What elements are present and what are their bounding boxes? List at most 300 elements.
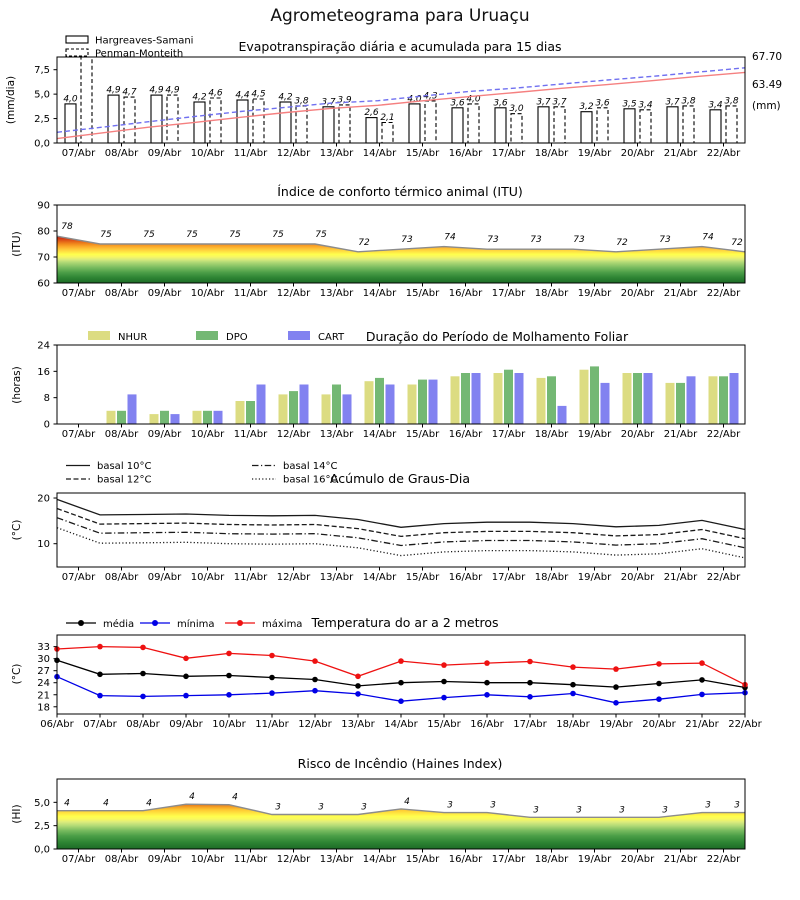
data-point (527, 659, 533, 665)
x-tick-label: 22/Abr (706, 572, 741, 583)
bar (601, 383, 610, 424)
bar (623, 373, 632, 424)
bar (323, 107, 334, 143)
x-tick-label: 17/Abr (491, 572, 526, 583)
y-tick-label: 90 (37, 200, 50, 212)
y-axis-label: (horas) (11, 366, 23, 404)
bar (687, 376, 696, 424)
bar (633, 373, 642, 424)
y-tick-label: 8 (43, 393, 50, 405)
point-value-label: 75 (143, 230, 155, 240)
x-tick-label: 15/Abr (405, 429, 440, 440)
bar (246, 401, 255, 424)
bar (640, 110, 651, 143)
bar (472, 373, 481, 424)
x-tick-label: 13/Abr (341, 719, 375, 730)
x-tick-label: 13/Abr (319, 288, 354, 299)
chart-evapotranspiration (5, 36, 782, 160)
series-dpo (117, 366, 728, 424)
x-tick-label: 19/Abr (577, 854, 612, 865)
series-nhur (107, 370, 718, 424)
y-axis-label: (ITU) (11, 231, 23, 257)
legend-marker (152, 620, 158, 626)
bar (709, 376, 718, 424)
x-tick-label: 21/Abr (663, 854, 698, 865)
bar (193, 411, 202, 424)
legend-swatch (288, 331, 310, 340)
data-line (57, 509, 745, 539)
data-point (312, 658, 318, 664)
data-point (570, 682, 576, 688)
y-axis-label: (HI) (11, 804, 23, 824)
bar (128, 394, 137, 424)
bar (683, 106, 694, 143)
data-point (140, 671, 146, 677)
x-tick-label: 14/Abr (362, 572, 397, 583)
chart-haines (11, 756, 745, 865)
data-point (226, 692, 232, 698)
bar (719, 376, 728, 424)
y-tick-label: 0 (43, 419, 50, 431)
x-tick-label: 12/Abr (276, 572, 311, 583)
x-tick-label: 16/Abr (448, 429, 483, 440)
point-value-label: 4 (232, 792, 238, 803)
legend-swatch (66, 36, 88, 43)
bar-value-label: 4,4 (235, 90, 250, 101)
x-tick-label: 15/Abr (427, 719, 461, 730)
x-tick-label: 14/Abr (362, 288, 397, 299)
bar-value-label: 4,9 (165, 85, 180, 96)
x-tick-label: 18/Abr (534, 854, 569, 865)
legend-label: basal 10°C (97, 461, 152, 472)
x-tick-label: 21/Abr (685, 719, 719, 730)
x-tick-label: 09/Abr (147, 854, 182, 865)
bar (279, 394, 288, 424)
data-point (312, 688, 318, 694)
data-point (269, 675, 275, 681)
x-tick-label: 08/Abr (104, 572, 139, 583)
point-value-label: 75 (229, 230, 241, 240)
point-value-label: 72 (358, 237, 370, 248)
x-tick-label: 10/Abr (190, 148, 225, 159)
x-tick-label: 11/Abr (233, 288, 268, 299)
legend-label: máxima (262, 619, 303, 630)
x-tick-label: 20/Abr (620, 854, 655, 865)
y-tick-label: 5,0 (34, 89, 50, 101)
x-tick-label: 18/Abr (534, 288, 569, 299)
bar (726, 106, 737, 143)
legend-label: Hargreaves-Samani (95, 35, 194, 47)
x-tick-label: 13/Abr (319, 854, 354, 865)
x-tick-label: 10/Abr (212, 719, 246, 730)
data-point (97, 644, 103, 650)
legend-label: Penman-Monteith (95, 48, 184, 60)
x-tick-label: 21/Abr (663, 148, 698, 159)
x-tick-label: 07/Abr (61, 854, 96, 865)
x-tick-label: 17/Abr (491, 148, 526, 159)
bar-value-label: 3,6 (493, 98, 508, 109)
bar (237, 100, 248, 143)
x-tick-label: 19/Abr (577, 429, 612, 440)
x-tick-label: 07/Abr (61, 572, 96, 583)
x-tick-label: 14/Abr (362, 854, 397, 865)
series-basal 14°C (57, 518, 745, 548)
data-point (355, 674, 361, 680)
bar (515, 373, 524, 424)
point-value-label: 73 (659, 235, 671, 246)
bar (382, 123, 393, 144)
chart-molhamento-foliar (11, 329, 745, 440)
bar (322, 394, 331, 424)
x-tick-label: 21/Abr (663, 288, 698, 299)
x-tick-label: 11/Abr (233, 429, 268, 440)
x-tick-label: 19/Abr (577, 148, 612, 159)
x-tick-label: 18/Abr (556, 719, 590, 730)
bar (597, 108, 608, 143)
data-point (570, 691, 576, 697)
bar-value-label: 2,1 (380, 112, 395, 123)
x-tick-label: 08/Abr (104, 288, 139, 299)
chart-temperatura (11, 615, 763, 730)
x-tick-label: 18/Abr (534, 148, 569, 159)
bar (124, 97, 135, 143)
data-point (269, 653, 275, 659)
point-value-label: 3 (662, 805, 668, 816)
data-point (699, 660, 705, 666)
data-point (140, 645, 146, 651)
x-tick-label: 09/Abr (147, 572, 182, 583)
bar-value-label: 3,7 (665, 97, 680, 108)
data-point (355, 691, 361, 697)
y-tick-label: 30 (37, 654, 50, 666)
y-tick-label: 80 (37, 226, 50, 238)
chart-title-graus-dia: Acúmulo de Graus-Dia (329, 471, 471, 486)
x-tick-label: 17/Abr (513, 719, 547, 730)
legend-marker (237, 620, 243, 626)
bar-value-label: 3,4 (638, 100, 653, 111)
data-point (527, 694, 533, 700)
point-value-label: 3 (619, 805, 625, 816)
data-point (484, 660, 490, 666)
data-point (355, 683, 361, 689)
x-tick-label: 13/Abr (319, 148, 354, 159)
bar (624, 109, 635, 143)
point-value-label: 73 (487, 235, 499, 246)
y-tick-label: 2,5 (34, 821, 50, 833)
legend-swatch (66, 49, 88, 56)
cumulative-total-label: 67.70 (752, 51, 783, 63)
y-axis-label: (°C) (11, 519, 23, 541)
y-tick-label: 7,5 (34, 65, 50, 77)
bar (366, 118, 377, 143)
bar (171, 414, 180, 424)
x-tick-label: 14/Abr (384, 719, 418, 730)
data-point (183, 693, 189, 699)
chart-title-itu: Índice de conforto térmico animal (ITU) (277, 184, 523, 199)
bar-value-label: 4,5 (251, 89, 266, 100)
legend-label: média (103, 619, 135, 630)
x-tick-label: 19/Abr (577, 288, 612, 299)
legend-label: CART (318, 332, 345, 343)
bar (504, 370, 513, 424)
point-value-label: 4 (103, 798, 109, 809)
data-point (140, 694, 146, 700)
bar (408, 385, 417, 425)
chart-title-temperatura: Temperatura do ar a 2 metros (311, 615, 499, 630)
x-tick-label: 06/Abr (40, 719, 74, 730)
bar (236, 401, 245, 424)
chart-title-evapotranspiration: Evapotranspiração diária e acumulada para 15 dias (238, 39, 562, 54)
x-tick-label: 17/Abr (491, 429, 526, 440)
x-tick-label: 22/Abr (706, 854, 741, 865)
data-point (269, 690, 275, 696)
x-tick-label: 09/Abr (147, 288, 182, 299)
point-value-label: 75 (100, 230, 112, 240)
legend-swatch (88, 331, 110, 340)
x-tick-label: 12/Abr (276, 288, 311, 299)
x-tick-label: 12/Abr (276, 148, 311, 159)
point-value-label: 3 (361, 802, 367, 813)
bar (203, 411, 212, 424)
x-tick-label: 12/Abr (276, 429, 311, 440)
x-tick-label: 22/Abr (706, 429, 741, 440)
bar (511, 114, 522, 143)
bar-value-label: 3,4 (708, 100, 723, 111)
bar (451, 376, 460, 424)
bar (160, 411, 169, 424)
data-point (226, 673, 232, 679)
bar (710, 110, 721, 143)
area-fill (57, 804, 745, 849)
bar (151, 95, 162, 143)
data-point (613, 666, 619, 672)
data-point (613, 700, 619, 706)
bar-value-label: 4,9 (149, 85, 164, 96)
legend-label: DPO (226, 332, 248, 343)
y-tick-label: 10 (37, 539, 50, 551)
bar (253, 99, 264, 143)
bar (418, 380, 427, 424)
x-tick-label: 20/Abr (620, 429, 655, 440)
data-point (441, 679, 447, 685)
x-tick-label: 13/Abr (319, 572, 354, 583)
x-tick-label: 11/Abr (233, 572, 268, 583)
bar (554, 107, 565, 143)
bar (300, 385, 309, 425)
y-tick-label: 70 (37, 252, 50, 264)
y-tick-label: 5,0 (34, 797, 50, 809)
bar (150, 414, 159, 424)
data-point (613, 684, 619, 690)
x-tick-label: 21/Abr (663, 572, 698, 583)
y-tick-label: 18 (37, 702, 50, 714)
y-tick-label: 27 (37, 666, 50, 678)
bar (365, 381, 374, 424)
bar (339, 105, 350, 143)
bar (730, 373, 739, 424)
data-point (97, 672, 103, 678)
y-tick-label: 24 (37, 678, 50, 690)
data-point (656, 661, 662, 667)
x-tick-label: 11/Abr (233, 854, 268, 865)
bar-value-label: 3,5 (622, 99, 637, 110)
point-value-label: 73 (401, 235, 413, 246)
y-tick-label: 20 (37, 493, 50, 505)
x-tick-label: 07/Abr (61, 429, 96, 440)
bar-value-label: 4,0 (407, 94, 422, 105)
x-tick-label: 11/Abr (233, 148, 268, 159)
chart-graus-dia (11, 461, 745, 583)
legend-label: basal 14°C (283, 461, 338, 472)
x-tick-label: 15/Abr (405, 572, 440, 583)
x-tick-label: 18/Abr (534, 572, 569, 583)
bar (108, 95, 119, 143)
x-tick-label: 15/Abr (405, 288, 440, 299)
point-value-label: 75 (272, 230, 284, 240)
bar (547, 376, 556, 424)
x-tick-label: 12/Abr (276, 854, 311, 865)
bar (494, 373, 503, 424)
bar-value-label: 3,8 (681, 96, 696, 107)
x-tick-label: 10/Abr (190, 854, 225, 865)
data-point (570, 664, 576, 670)
data-line (57, 647, 745, 685)
data-point (484, 692, 490, 698)
series-mínima (54, 674, 748, 706)
x-tick-label: 16/Abr (448, 288, 483, 299)
point-value-label: 75 (315, 230, 327, 240)
data-point (312, 677, 318, 683)
chart-title-haines: Risco de Incêndio (Haines Index) (297, 756, 503, 771)
x-tick-label: 10/Abr (190, 288, 225, 299)
bar (409, 104, 420, 143)
bar (107, 411, 116, 424)
x-tick-label: 17/Abr (491, 288, 526, 299)
point-value-label: 3 (705, 800, 711, 811)
bar (332, 385, 341, 425)
x-tick-label: 07/Abr (83, 719, 117, 730)
x-tick-label: 08/Abr (104, 148, 139, 159)
x-tick-label: 19/Abr (577, 572, 612, 583)
x-tick-label: 15/Abr (405, 854, 440, 865)
x-tick-label: 22/Abr (728, 719, 762, 730)
x-tick-label: 09/Abr (147, 429, 182, 440)
data-point (226, 651, 232, 657)
x-tick-label: 08/Abr (126, 719, 160, 730)
x-tick-label: 16/Abr (448, 148, 483, 159)
bar (666, 383, 675, 424)
bar (581, 112, 592, 143)
point-value-label: 3 (576, 805, 582, 816)
point-value-label: 3 (275, 802, 281, 813)
y-tick-label: 60 (37, 278, 50, 290)
point-value-label: 3 (318, 802, 324, 813)
point-value-label: 73 (530, 235, 542, 246)
bar (81, 57, 92, 143)
data-point (183, 674, 189, 680)
series-basal 10°C (57, 499, 745, 529)
data-line (57, 518, 745, 548)
data-point (656, 696, 662, 702)
bar-value-label: 3,7 (536, 97, 551, 108)
bar (495, 108, 506, 143)
x-tick-label: 15/Abr (405, 148, 440, 159)
bar (386, 385, 395, 425)
y-tick-label: 0,0 (34, 844, 50, 856)
y-tick-label: 16 (37, 366, 50, 378)
x-tick-label: 11/Abr (255, 719, 289, 730)
y-tick-label: 33 (37, 642, 50, 654)
bar (558, 406, 567, 424)
bar (537, 378, 546, 424)
bar (257, 385, 266, 425)
bar (644, 373, 653, 424)
bar-value-label: 3,8 (724, 96, 739, 107)
data-point (441, 662, 447, 668)
bar (468, 104, 479, 143)
bar-value-label: 3,2 (579, 102, 594, 113)
point-value-label: 3 (734, 800, 740, 811)
x-tick-label: 20/Abr (642, 719, 676, 730)
series-cart (128, 373, 739, 424)
bar (375, 378, 384, 424)
bar-value-label: 4,0 (466, 94, 481, 105)
point-value-label: 4 (404, 796, 410, 807)
point-value-label: 72 (616, 237, 628, 248)
data-point (398, 680, 404, 686)
x-tick-label: 13/Abr (319, 429, 354, 440)
bar-value-label: 4,7 (122, 87, 137, 98)
bar (590, 366, 599, 424)
x-tick-label: 10/Abr (190, 429, 225, 440)
x-tick-label: 19/Abr (599, 719, 633, 730)
data-point (441, 695, 447, 701)
data-point (699, 677, 705, 683)
x-tick-label: 12/Abr (298, 719, 332, 730)
bar-value-label: 3,7 (552, 97, 567, 108)
y-tick-label: 2,5 (34, 114, 50, 126)
bar (580, 370, 589, 424)
bar-value-label: 3,0 (509, 104, 524, 115)
y-axis-label: (mm/dia) (5, 75, 17, 125)
x-tick-label: 07/Abr (61, 148, 96, 159)
point-value-label: 4 (64, 798, 70, 809)
page-title: Agrometeograma para Uruaçu (270, 6, 530, 26)
point-value-label: 74 (444, 232, 456, 243)
legend-label: mínima (177, 619, 215, 630)
bar-value-label: 4,9 (106, 85, 121, 96)
point-value-label: 3 (447, 800, 453, 811)
data-point (699, 692, 705, 698)
x-tick-label: 22/Abr (706, 148, 741, 159)
bar-value-label: 4,6 (208, 88, 223, 99)
x-tick-label: 20/Abr (620, 288, 655, 299)
x-tick-label: 17/Abr (491, 854, 526, 865)
point-value-label: 4 (146, 798, 152, 809)
point-value-label: 4 (189, 792, 195, 803)
legend-label: NHUR (118, 332, 148, 343)
bar-value-label: 4,3 (423, 91, 438, 102)
bar-value-label: 3,6 (450, 98, 465, 109)
bar-value-label: 3,6 (595, 98, 610, 109)
bar (214, 411, 223, 424)
x-tick-label: 08/Abr (104, 429, 139, 440)
x-tick-label: 21/Abr (663, 429, 698, 440)
bar-value-label: 3,7 (321, 97, 336, 108)
data-point (183, 656, 189, 662)
bar-value-label: 4,2 (192, 92, 207, 103)
bar-value-label: 4,2 (278, 92, 293, 103)
